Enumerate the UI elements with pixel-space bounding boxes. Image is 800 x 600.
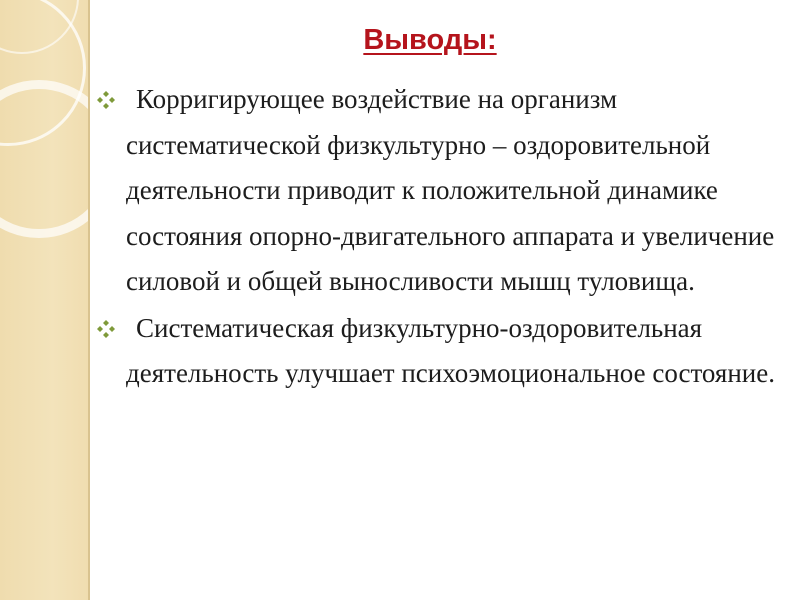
bullet-list [96,77,786,397]
bullet-text: Корригирующее воздействие на организм систематической физкультурно – оздоровительной деятельности приводит к положительной динамике состояния опорно-двигательного аппарата и увеличение силовой и общей выносливости мышц туловища. [126,84,775,296]
bullet-item [96,306,786,397]
decorative-side-panel [0,0,88,600]
diamond-quad-icon [96,319,116,339]
bullet-text: Систематическая физкультурно-оздоровительная деятельность улучшает психоэмоциональное состояние. [126,312,775,388]
slide-title: Выводы: [363,24,497,56]
side-panel-divider [88,0,90,600]
decorative-ring [0,80,88,238]
diamond-quad-icon [96,90,116,110]
bullet-item [96,77,786,305]
